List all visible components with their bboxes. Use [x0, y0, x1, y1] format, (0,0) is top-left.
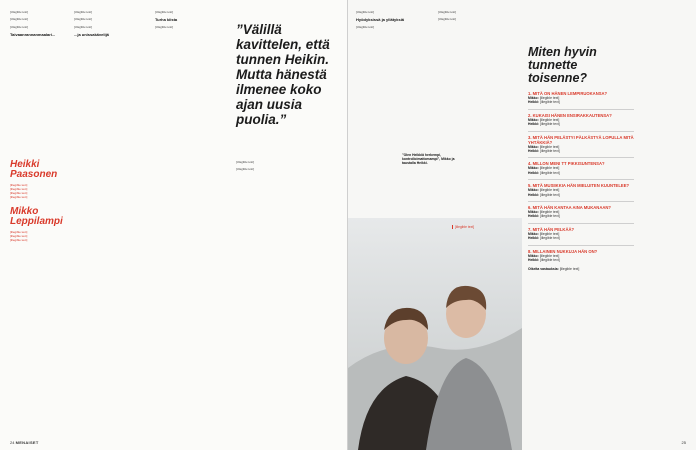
qa-answer: Mikko: [illegible text] — [528, 166, 560, 171]
qa-answer: Heikki: [illegible text] — [528, 100, 560, 105]
paragraph: [illegible text] — [74, 17, 93, 22]
page-number: 25 — [681, 440, 686, 445]
divider — [528, 179, 634, 180]
divider — [528, 245, 634, 246]
qa-answer: Heikki: [illegible text] — [528, 170, 560, 175]
qa-question: 5. MITÄ MUSIIKKIA HÄN MIELUITEN KUUNTELEE? — [528, 183, 630, 189]
qa-question: 3. MITÄ HÄN PELÄSTYI PÄLKÄSTYÄ LOPULLA MITÄ YHTÄKKIÄ? — [528, 134, 634, 145]
left-column-4 — [236, 160, 340, 175]
photo-caption: "Olen Heikkiä herkempi, kontrolloimattomampi", Mikko ja taustalla Heikki. — [402, 153, 455, 166]
qa-answer: Heikki: [illegible text] — [528, 149, 560, 154]
paragraph: [illegible text] — [236, 167, 255, 172]
callout: [illegible text] — [452, 225, 514, 229]
portrait-illustration — [348, 218, 522, 450]
page-number: 24 — [10, 440, 15, 445]
qa-question: 4. MILLON MENI TT PIKKISUNTENSA? — [528, 161, 605, 167]
bio-bullet: [illegible text] — [10, 191, 28, 195]
bio-name-heikki: Heikki Paasonen — [10, 159, 58, 180]
qa-item — [528, 91, 634, 105]
subheading: Taivaanrannanmaalari... — [10, 32, 56, 38]
qa-question: 8. MILLAINEN NUKKUJA HÄN ON? — [528, 248, 598, 254]
paragraph: [illegible text] — [356, 10, 375, 14]
qa-item — [528, 205, 634, 219]
divider — [528, 109, 634, 110]
bio-name-mikko: Mikko Leppilampi — [10, 206, 63, 227]
qa-item — [528, 183, 634, 197]
qa-score: Oikeita vastauksia: [illegible text] — [528, 266, 580, 271]
divider — [528, 223, 634, 224]
qa-answer: Mikko: [illegible text] — [528, 210, 560, 215]
qa-question: 7. MITÄ HÄN PELKÄÄ? — [528, 226, 575, 232]
subheading: Turha kiista — [155, 17, 178, 23]
qa-answer: Heikki: [illegible text] — [528, 236, 560, 241]
left-column-1 — [10, 10, 66, 40]
bio-bullet: [illegible text] — [10, 183, 28, 187]
qa-answer: Heikki: [illegible text] — [528, 192, 560, 197]
paragraph: [illegible text] — [438, 17, 457, 22]
qa-answer: Heikki: [illegible text] — [528, 122, 560, 127]
paragraph: [illegible text] — [236, 160, 255, 164]
folio-right — [682, 440, 686, 445]
pull-quote: ”Välillä kavittelen, että tunnen Heikin. Mutta hänestä ilmenee koko ajan uusia puolia.” — [236, 22, 330, 127]
qa-item — [528, 135, 634, 154]
paragraph: [illegible text] — [155, 10, 174, 14]
bio-bullet: [illegible text] — [10, 238, 28, 242]
qa-item — [528, 249, 634, 263]
bio-bullet: [illegible text] — [10, 187, 28, 191]
paragraph: [illegible text] — [10, 17, 29, 22]
qa-answer: Heikki: [illegible text] — [528, 214, 560, 219]
paragraph: [illegible text] — [155, 24, 174, 29]
qa-answer: Heikki: [illegible text] — [528, 258, 560, 263]
qa-answer: Mikko: [illegible text] — [528, 231, 560, 236]
paragraph: [illegible text] — [356, 24, 375, 29]
qa-box — [528, 46, 634, 271]
divider — [528, 157, 634, 158]
qa-title: Miten hyvin tunnette toisenne? — [528, 45, 597, 85]
right-column-1 — [356, 10, 432, 32]
divider — [528, 201, 634, 202]
left-column-3 — [155, 10, 229, 32]
paragraph: [illegible text] — [10, 10, 29, 14]
bio-sidebar — [10, 160, 68, 250]
subheading: ...ja unissakävelijä — [74, 32, 109, 38]
magazine-name: MENAISET — [15, 440, 39, 445]
folio-left — [10, 440, 39, 445]
qa-item — [528, 113, 634, 127]
bio-list-mikko — [10, 230, 68, 242]
subheading: Hyödyksissä ja yllätyksiä — [356, 17, 405, 23]
qa-question: 6. MITÄ HÄN KANTAA AINA MUKANAAN? — [528, 205, 611, 211]
qa-answer: Mikko: [illegible text] — [528, 96, 560, 100]
paragraph: [illegible text] — [438, 10, 457, 14]
qa-item — [528, 161, 634, 175]
qa-answer: Mikko: [illegible text] — [528, 253, 560, 258]
paragraph: [illegible text] — [74, 10, 93, 14]
qa-answer: Mikko: [illegible text] — [528, 117, 560, 122]
right-column-2 — [438, 10, 516, 25]
bio-bullet: [illegible text] — [10, 234, 28, 238]
divider — [528, 131, 634, 132]
left-column-2 — [74, 10, 148, 40]
paragraph: [illegible text] — [10, 24, 29, 29]
bio-bullet: [illegible text] — [10, 230, 28, 234]
qa-item — [528, 227, 634, 241]
qa-question: 1. MITÄ ON HÄNEN LEMPIRUOKANSA? — [528, 91, 608, 96]
bio-list-heikki — [10, 183, 68, 199]
qa-answer: Mikko: [illegible text] — [528, 144, 560, 149]
bio-bullet: [illegible text] — [10, 195, 28, 199]
qa-answer: Mikko: [illegible text] — [528, 188, 560, 193]
paragraph: [illegible text] — [74, 24, 93, 29]
qa-question: 2. KUKAISI HÄNEN ENSIRAKKAUTENSA? — [528, 112, 612, 118]
portrait-photo — [348, 218, 522, 450]
